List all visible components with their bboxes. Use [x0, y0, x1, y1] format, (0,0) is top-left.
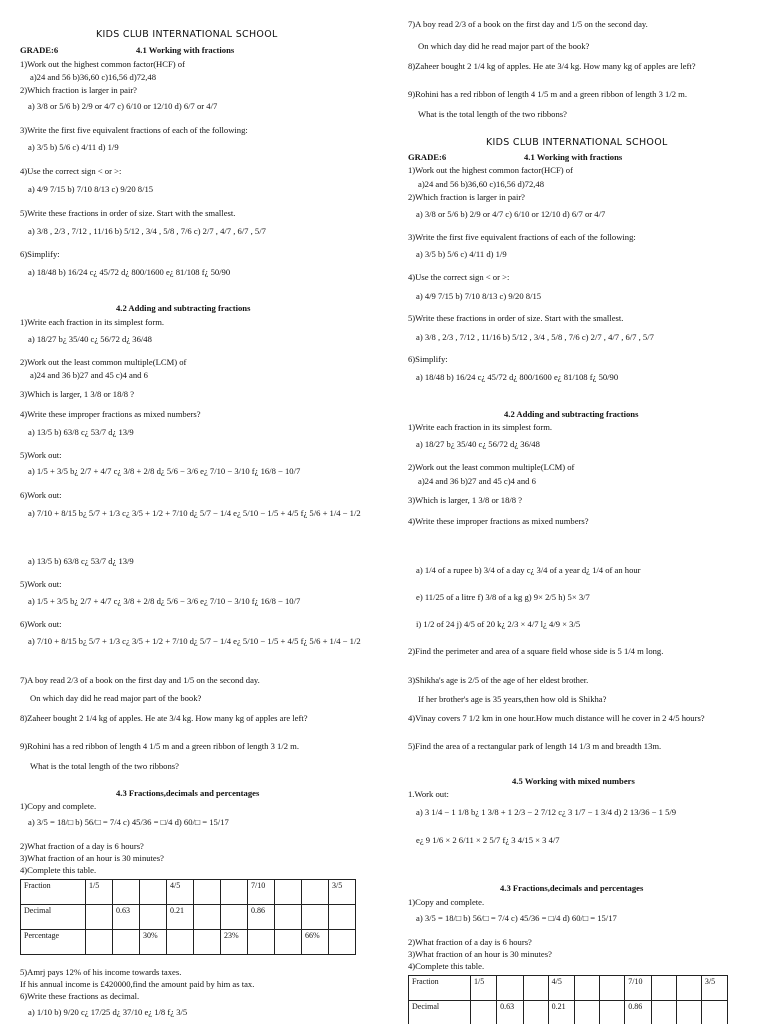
section-heading-4-3: 4.3 Fractions,decimals and percentages — [116, 788, 260, 798]
question-text: 5)Find the area of a rectangular park of length 14 1/3 m and breadth 13m. — [408, 741, 662, 751]
table-cell: 0.86 — [248, 905, 275, 930]
question-text: 6)Write these fractions as decimal. — [20, 991, 140, 1001]
question-text: 4)Complete this table. — [20, 865, 97, 875]
question-text: 1)Copy and complete. — [20, 801, 97, 811]
section-heading-4-1: 4.1 Working with fractions — [136, 45, 235, 55]
question-text: 5)Write these fractions in order of size. Start with the smallest. — [408, 313, 624, 323]
table-cell: 1/5 — [86, 880, 113, 905]
question-options: a) 18/27 b¿ 35/40 c¿ 56/72 d¿ 36/48 — [28, 334, 152, 344]
question-options: a) 1/4 of a rupee b) 3/4 of a day c¿ 3/4 of a year d¿ 1/4 of an hour — [416, 565, 641, 575]
question-text: 3)Write the first five equivalent fractions of each of the following: — [20, 125, 248, 135]
question-options: a) 4/9 7/15 b) 7/10 8/13 c) 9/20 8/15 — [416, 291, 542, 301]
question-text: 2)What fraction of a day is 6 hours? — [408, 937, 532, 947]
table-cell — [676, 976, 701, 1001]
question-options: a) 3/5 = 18/□ b) 56/□ = 7/4 c) 45/36 = □/4 d) 60/□ = 15/17 — [416, 913, 617, 923]
question-text: If his annual income is £420000,find the amount paid by him as tax. — [20, 979, 255, 989]
table-cell — [167, 930, 194, 955]
question-options: e¿ 9 1/6 × 2 6/11 × 2 5/7 f¿ 3 4/15 × 3 4/7 — [416, 835, 560, 845]
table-cell: 1/5 — [471, 976, 497, 1001]
table-header: Fraction — [409, 976, 471, 1001]
section-heading-4-2: 4.2 Adding and subtracting fractions — [116, 303, 251, 313]
question-options: a) 3/8 or 5/6 b) 2/9 or 4/7 c) 6/10 or 12/10 d) 6/7 or 4/7 — [28, 101, 218, 111]
grade-label: GRADE:6 — [408, 152, 447, 162]
table-cell: 0.63 — [497, 1001, 523, 1024]
section-heading-4-5: 4.5 Working with mixed numbers — [512, 776, 635, 786]
question-text: 3)What fraction of an hour is 30 minutes? — [20, 853, 164, 863]
table-cell — [113, 880, 140, 905]
table-cell — [275, 880, 302, 905]
question-options: e) 11/25 of a litre f) 3/8 of a kg g) 9× 2/5 h) 5× 3/7 — [416, 592, 590, 602]
question-options: a)24 and 36 b)27 and 45 c)4 and 6 — [30, 370, 148, 380]
question-text: 3)Write the first five equivalent fractions of each of the following: — [408, 232, 636, 242]
table-cell — [651, 1001, 676, 1024]
question-options: a) 3/5 b) 5/6 c) 4/11 d) 1/9 — [28, 142, 119, 152]
school-name: KIDS CLUB INTERNATIONAL SCHOOL — [96, 29, 278, 40]
table-clip — [408, 975, 728, 1024]
question-text: If her brother's age is 35 years,then how old is Shikha? — [418, 694, 607, 704]
question-options: a) 18/48 b) 16/24 c¿ 45/72 d¿ 800/1600 e¿ 81/108 f¿ 50/90 — [416, 372, 619, 382]
question-options: a) 3/8 , 2/3 , 7/12 , 11/16 b) 5/12 , 3/4 , 5/8 , 7/6 c) 2/7 , 4/7 , 6/7 , 5/7 — [416, 332, 654, 342]
table-cell — [86, 930, 113, 955]
question-options: a) 1/5 + 3/5 b¿ 2/7 + 4/7 c¿ 3/8 + 2/8 d¿ 5/6 − 3/6 e¿ 7/10 − 3/10 f¿ 16/8 − 10/7 — [28, 596, 301, 606]
table-cell — [113, 930, 140, 955]
question-options: a) 1/5 + 3/5 b¿ 2/7 + 4/7 c¿ 3/8 + 2/8 d¿ 5/6 − 3/6 e¿ 7/10 − 3/10 f¿ 16/8 − 10/7 — [28, 466, 301, 476]
question-text: 1)Write each fraction in its simplest form. — [20, 317, 165, 327]
table-cell — [194, 905, 221, 930]
question-text: 6)Work out: — [20, 490, 62, 500]
table-cell: 7/10 — [248, 880, 275, 905]
question-text: 7)A boy read 2/3 of a book on the first day and 1/5 on the second day. — [408, 19, 648, 29]
table-cell: 66% — [302, 930, 329, 955]
table-cell — [523, 976, 548, 1001]
question-options: a) 7/10 + 8/15 b¿ 5/7 + 1/3 c¿ 3/5 + 1/2 + 7/10 d¿ 5/7 − 1/4 e¿ 5/10 − 1/5 + 4/5 f¿ 5/6 + 1/4 − 1/2 — [28, 508, 361, 518]
question-text: 2)Which fraction is larger in pair? — [20, 85, 138, 95]
question-text: 5)Work out: — [20, 450, 62, 460]
question-options: a) 7/10 + 8/15 b¿ 5/7 + 1/3 c¿ 3/5 + 1/2 + 7/10 d¿ 5/7 − 1/4 e¿ 5/10 − 1/5 + 4/5 f¿ 5/6 + 1/4 − 1/2 — [28, 636, 361, 646]
table-cell — [471, 1001, 497, 1024]
table-cell — [86, 905, 113, 930]
question-text: 2)Work out the least common multiple(LCM) of — [20, 357, 187, 367]
question-options: a) 3/8 or 5/6 b) 2/9 or 4/7 c) 6/10 or 12/10 d) 6/7 or 4/7 — [416, 209, 606, 219]
question-text: What is the total length of the two ribbons? — [30, 761, 179, 771]
question-text: 8)Zaheer bought 2 1/4 kg of apples. He ate 3/4 kg. How many kg of apples are left? — [20, 713, 308, 723]
section-heading-4-3: 4.3 Fractions,decimals and percentages — [500, 883, 644, 893]
school-name: KIDS CLUB INTERNATIONAL SCHOOL — [486, 137, 668, 148]
table-cell — [600, 1001, 625, 1024]
table-cell — [221, 880, 248, 905]
question-text: 5)Write these fractions in order of size. Start with the smallest. — [20, 208, 236, 218]
table-cell — [600, 976, 625, 1001]
table-header: Decimal — [409, 1001, 471, 1024]
question-text: What is the total length of the two ribbons? — [418, 109, 567, 119]
question-text: 9)Rohini has a red ribbon of length 4 1/5 m and a green ribbon of length 3 1/2 m. — [408, 89, 688, 99]
table-cell — [302, 880, 329, 905]
table-cell: 0.86 — [625, 1001, 651, 1024]
question-text: 1)Copy and complete. — [408, 897, 485, 907]
question-text: 2)Work out the least common multiple(LCM) of — [408, 462, 575, 472]
question-options: a)24 and 56 b)36,60 c)16,56 d)72,48 — [418, 179, 545, 189]
table-cell — [140, 880, 167, 905]
question-options: a)24 and 36 b)27 and 45 c)4 and 6 — [418, 476, 536, 486]
table-cell — [329, 930, 356, 955]
question-text: On which day did he read major part of the book? — [30, 693, 202, 703]
table-header: Percentage — [21, 930, 86, 955]
table-cell: 23% — [221, 930, 248, 955]
question-options: a) 3/5 b) 5/6 c) 4/11 d) 1/9 — [416, 249, 507, 259]
question-text: 3)Which is larger, 1 3/8 or 18/8 ? — [20, 389, 135, 399]
question-text: 4)Complete this table. — [408, 961, 485, 971]
question-text: 4)Vinay covers 7 1/2 km in one hour.How much distance will he cover in 2 4/5 hours? — [408, 713, 705, 723]
table-cell — [701, 1001, 727, 1024]
question-options: i) 1/2 of 24 j) 4/5 of 20 k¿ 2/3 × 4/7 l¿ 4/9 × 3/5 — [416, 619, 581, 629]
question-options: a) 18/27 b¿ 35/40 c¿ 56/72 d¿ 36/48 — [416, 439, 540, 449]
section-heading-4-2: 4.2 Adding and subtracting fractions — [504, 409, 639, 419]
question-text: 4)Write these improper fractions as mixed numbers? — [408, 516, 589, 526]
question-text: 1.Work out: — [408, 789, 449, 799]
table-cell: 4/5 — [167, 880, 194, 905]
fraction-decimal-table — [408, 975, 728, 1024]
table-row — [21, 930, 356, 955]
table-cell: 0.63 — [113, 905, 140, 930]
question-text: 3)Shikha's age is 2/5 of the age of her eldest brother. — [408, 675, 589, 685]
question-options: a) 13/5 b) 63/8 c¿ 53/7 d¿ 13/9 — [28, 427, 134, 437]
table-cell — [302, 905, 329, 930]
table-cell: 7/10 — [625, 976, 651, 1001]
table-row — [409, 1001, 728, 1024]
table-cell — [676, 1001, 701, 1024]
question-text: 2)Find the perimeter and area of a square field whose side is 5 1/4 m long. — [408, 646, 664, 656]
table-cell — [194, 930, 221, 955]
table-cell — [575, 976, 600, 1001]
question-text: 1)Write each fraction in its simplest form. — [408, 422, 553, 432]
table-cell — [275, 905, 302, 930]
question-text: 2)What fraction of a day is 6 hours? — [20, 841, 144, 851]
question-text: 4)Use the correct sign < or >: — [408, 272, 510, 282]
question-options: a)24 and 56 b)36,60 c)16,56 d)72,48 — [30, 72, 157, 82]
table-header: Fraction — [21, 880, 86, 905]
table-cell: 30% — [140, 930, 167, 955]
table-cell: 0.21 — [167, 905, 194, 930]
table-header: Decimal — [21, 905, 86, 930]
grade-label: GRADE:6 — [20, 45, 59, 55]
table-cell: 3/5 — [701, 976, 727, 1001]
table-cell — [523, 1001, 548, 1024]
question-options: a) 3/5 = 18/□ b) 56/□ = 7/4 c) 45/36 = □/4 d) 60/□ = 15/17 — [28, 817, 229, 827]
table-row — [409, 976, 728, 1001]
table-cell: 0.21 — [548, 1001, 574, 1024]
question-text: On which day did he read major part of the book? — [418, 41, 590, 51]
table-cell — [221, 905, 248, 930]
question-options: a) 4/9 7/15 b) 7/10 8/13 c) 9/20 8/15 — [28, 184, 154, 194]
table-cell — [575, 1001, 600, 1024]
question-text: 4)Write these improper fractions as mixed numbers? — [20, 409, 201, 419]
table-row — [21, 905, 356, 930]
table-cell: 4/5 — [548, 976, 574, 1001]
table-cell — [248, 930, 275, 955]
table-cell — [275, 930, 302, 955]
question-text: 7)A boy read 2/3 of a book on the first day and 1/5 on the second day. — [20, 675, 260, 685]
question-text: 9)Rohini has a red ribbon of length 4 1/5 m and a green ribbon of length 3 1/2 m. — [20, 741, 300, 751]
question-text: 4)Use the correct sign < or >: — [20, 166, 122, 176]
table-cell — [140, 905, 167, 930]
question-text: 1)Work out the highest common factor(HCF) of — [20, 59, 185, 69]
table-cell — [329, 905, 356, 930]
question-text: 1)Work out the highest common factor(HCF) of — [408, 165, 573, 175]
question-text: 5)Work out: — [20, 579, 62, 589]
question-text: 6)Simplify: — [408, 354, 448, 364]
question-options: a) 3 1/4 − 1 1/8 b¿ 1 3/8 + 1 2/3 − 2 7/12 c¿ 3 1/7 − 1 3/4 d) 2 13/36 − 1 5/9 — [416, 807, 677, 817]
question-options: a) 18/48 b) 16/24 c¿ 45/72 d¿ 800/1600 e¿ 81/108 f¿ 50/90 — [28, 267, 231, 277]
table-row — [21, 880, 356, 905]
question-text: 6)Simplify: — [20, 249, 60, 259]
table-cell: 3/5 — [329, 880, 356, 905]
question-text: 2)Which fraction is larger in pair? — [408, 192, 526, 202]
section-heading-4-1: 4.1 Working with fractions — [524, 152, 623, 162]
question-text: 5)Amrj pays 12% of his income towards taxes. — [20, 967, 182, 977]
question-options: a) 1/10 b) 9/20 c¿ 17/25 d¿ 37/10 e¿ 1/8 f¿ 3/5 — [28, 1007, 188, 1017]
table-cell — [194, 880, 221, 905]
table-cell — [651, 976, 676, 1001]
question-options: a) 13/5 b) 63/8 c¿ 53/7 d¿ 13/9 — [28, 556, 134, 566]
fraction-decimal-table — [20, 879, 356, 955]
table-cell — [497, 976, 523, 1001]
question-text: 6)Work out: — [20, 619, 62, 629]
question-options: a) 3/8 , 2/3 , 7/12 , 11/16 b) 5/12 , 3/4 , 5/8 , 7/6 c) 2/7 , 4/7 , 6/7 , 5/7 — [28, 226, 266, 236]
question-text: 8)Zaheer bought 2 1/4 kg of apples. He ate 3/4 kg. How many kg of apples are left? — [408, 61, 696, 71]
question-text: 3)Which is larger, 1 3/8 or 18/8 ? — [408, 495, 523, 505]
question-text: 3)What fraction of an hour is 30 minutes? — [408, 949, 552, 959]
